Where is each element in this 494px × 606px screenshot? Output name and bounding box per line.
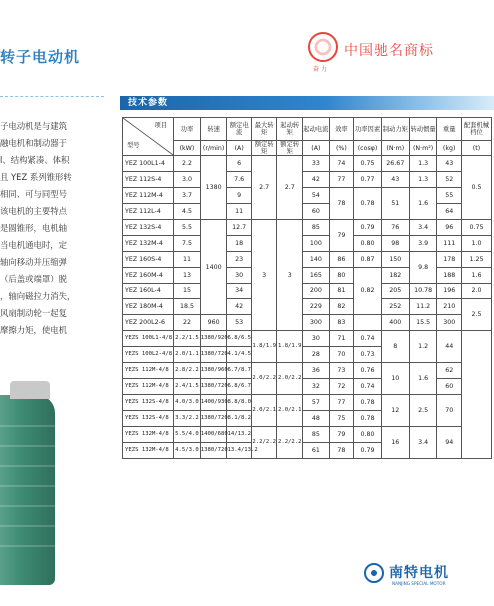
cell-inertia: 1.3: [409, 156, 437, 172]
cell-brake-torque: 51: [381, 187, 409, 219]
cell-start-current: 200: [303, 283, 330, 299]
table-row: [123, 363, 492, 379]
cell-current: 6.7/8.7: [227, 363, 251, 379]
header-speed: 转速: [200, 118, 227, 141]
cell-current: 13.4/13.2: [227, 442, 251, 458]
cell-speed: 1380/720: [200, 442, 227, 458]
cell-current: 8.1/8.2: [227, 411, 251, 427]
cell-current: 42: [227, 299, 251, 315]
cell-efficiency: 70: [329, 347, 353, 363]
table-row: [123, 251, 492, 267]
cell-current: 6.8/6.5: [227, 331, 251, 347]
brand-award-logo-icon: [308, 32, 338, 62]
cell-efficiency: 74: [329, 156, 353, 172]
unit-current: (A): [227, 141, 251, 156]
cell-gear: [461, 331, 491, 459]
cell-weight: 55: [437, 187, 461, 203]
cell-start-current: 36: [303, 363, 330, 379]
unit-start-current: (A): [303, 141, 330, 156]
unit-gear: (t): [461, 141, 491, 156]
cell-current: 12.7: [227, 219, 251, 235]
unit-power: (kW): [174, 141, 201, 156]
cell-speed: 1380: [200, 156, 227, 220]
table-row: [123, 395, 492, 411]
intro-paragraph: [0, 118, 112, 339]
intro-line: 该电机的主要特点: [0, 206, 67, 216]
cell-start-torque: 2.0/2.2: [277, 363, 303, 395]
cell-inertia: 2.5: [409, 395, 437, 427]
cell-model: YEZ 112L-4: [123, 203, 174, 219]
title-divider: [0, 96, 104, 97]
header-model-label: 型号: [127, 142, 140, 149]
cell-start-current: 140: [303, 251, 330, 267]
cell-power-factor: 0.82: [354, 267, 382, 315]
cell-brake-torque: 98: [381, 235, 409, 251]
cell-speed: 1400: [200, 219, 227, 315]
intro-line: 相同、可与同型号: [0, 189, 67, 199]
cell-brake-torque: 182: [381, 267, 409, 283]
cell-gear: 2.5: [461, 299, 491, 331]
cell-start-current: 229: [303, 299, 330, 315]
cell-speed: 1380/720: [200, 411, 227, 427]
cell-efficiency: 80: [329, 267, 353, 283]
cell-efficiency: 83: [329, 315, 353, 331]
cell-efficiency: 79: [329, 219, 353, 251]
motor-fin: [0, 485, 55, 487]
cell-brake-torque: 400: [381, 315, 409, 331]
cell-power: 4.0/3.0: [174, 395, 201, 411]
cell-efficiency: 77: [329, 395, 353, 411]
cell-model: YEZS 132S-4/8: [123, 411, 174, 427]
table-row: [123, 331, 492, 347]
page-title: 转子电动机: [0, 48, 81, 66]
table-row: [123, 156, 492, 172]
cell-power: 4.5/3.0: [174, 442, 201, 458]
cell-max-torque: 3: [251, 219, 277, 331]
cell-inertia: 3.4: [409, 426, 437, 458]
intro-line: l、结构紧凑、体积: [0, 155, 70, 165]
motor-fin: [0, 505, 55, 507]
footer-brand: 南特电机: [389, 565, 449, 581]
cell-model: YEZS 100L1-4/8: [123, 331, 174, 347]
cell-model: YEZS 132M-4/8: [123, 442, 174, 458]
cell-current: 23: [227, 251, 251, 267]
intro-line: 摩擦力矩，使电机: [0, 325, 67, 335]
cell-model: YEZ 112S-4: [123, 171, 174, 187]
cell-current: 4.1/4.5: [227, 347, 251, 363]
cell-inertia: 11.2: [409, 299, 437, 315]
cell-inertia: 1.6: [409, 363, 437, 395]
intro-line: 风扇制动轮一起复: [0, 308, 67, 318]
cell-model: YEZ 160S-4: [123, 251, 174, 267]
cell-power: 5.5: [174, 219, 201, 235]
cell-power: 3.0: [174, 171, 201, 187]
cell-efficiency: 81: [329, 283, 353, 299]
cell-brake-torque: 8: [381, 331, 409, 363]
cell-start-current: 61: [303, 442, 330, 458]
cell-model: YEZ 112M-4: [123, 187, 174, 203]
cell-brake-torque: 43: [381, 171, 409, 187]
header-gear: 配套机械档位: [461, 118, 491, 141]
cell-current: 6: [227, 156, 251, 172]
cell-gear: 1.25: [461, 251, 491, 267]
cell-current: 30: [227, 267, 251, 283]
cell-inertia: 1.6: [409, 187, 437, 219]
cell-model: YEZ 180M-4: [123, 299, 174, 315]
cell-efficiency: 75: [329, 411, 353, 427]
cell-speed: 1380/920: [200, 331, 227, 347]
unit-brake-torque: (N·m): [381, 141, 409, 156]
cell-start-current: 60: [303, 203, 330, 219]
cell-power-factor: 0.76: [354, 363, 382, 379]
cell-start-torque: 2.0/2.1: [277, 395, 303, 427]
cell-current: 8.8/8.0: [227, 395, 251, 411]
brand-award-logo-caption: 奋 力: [313, 66, 327, 73]
cell-brake-torque: 205: [381, 283, 409, 299]
cell-current: 34: [227, 283, 251, 299]
cell-start-torque: 3: [277, 219, 303, 331]
motor-fin: [0, 525, 55, 527]
cell-inertia: 3.4: [409, 219, 437, 235]
header-item-label: 项目: [154, 122, 168, 129]
header-diagonal-cell: [123, 118, 174, 156]
cell-max-torque: 2.0/2.2: [251, 363, 277, 395]
table-row: [123, 235, 492, 251]
cell-current: 11: [227, 203, 251, 219]
cell-max-torque: 2.0/2.1: [251, 395, 277, 427]
cell-start-torque: 2.2/2.2: [277, 426, 303, 458]
cell-efficiency: 78: [329, 442, 353, 458]
cell-model: YEZ 160L-4: [123, 283, 174, 299]
unit-weight: (kg): [437, 141, 461, 156]
cell-power: 5.5/4.0: [174, 426, 201, 442]
unit-efficiency: (%): [329, 141, 353, 156]
table-row: [123, 203, 492, 219]
cell-weight: 44: [437, 331, 461, 363]
cell-model: YEZ 160M-4: [123, 267, 174, 283]
cell-power-factor: 0.74: [354, 379, 382, 395]
cell-power: 18.5: [174, 299, 201, 315]
intro-line: 融电机和制动器于: [0, 138, 67, 148]
cell-power-factor: 0.73: [354, 347, 382, 363]
cell-efficiency: 86: [329, 251, 353, 267]
cell-max-torque: 2.7: [251, 156, 277, 220]
table-row: [123, 379, 492, 395]
cell-start-torque: 2.7: [277, 156, 303, 220]
cell-current: 7.6: [227, 171, 251, 187]
cell-power-factor: 0.79: [354, 219, 382, 235]
header-efficiency: 效率: [329, 118, 353, 141]
cell-brake-torque: 150: [381, 251, 409, 267]
intro-line: ，轴向磁拉力消失，: [0, 291, 76, 301]
cell-max-torque: 2.2/2.2: [251, 426, 277, 458]
intro-line: 且 YEZ 系列锥形转: [0, 172, 72, 182]
cell-current: 6.8/6.7: [227, 379, 251, 395]
section-header: [120, 96, 494, 110]
cell-gear: 0.5: [461, 156, 491, 220]
cell-brake-torque: 10: [381, 363, 409, 395]
table-row: [123, 187, 492, 203]
cell-gear: 1.6: [461, 267, 491, 283]
cell-power: 11: [174, 251, 201, 267]
cell-speed: 1380/960: [200, 363, 227, 379]
cell-power: 3.3/2.2: [174, 411, 201, 427]
header-inertia: 转动惯量: [409, 118, 437, 141]
cell-brake-torque: 26.67: [381, 156, 409, 172]
cell-model: YEZS 132S-4/8: [123, 395, 174, 411]
table-row: [123, 426, 492, 442]
cell-start-current: 30: [303, 331, 330, 347]
cell-power-factor: [354, 315, 382, 331]
unit-inertia: (N·m²): [409, 141, 437, 156]
cell-weight: 52: [437, 171, 461, 187]
cell-start-current: 33: [303, 156, 330, 172]
cell-start-current: 32: [303, 379, 330, 395]
table-row: [123, 283, 492, 299]
cell-power-factor: 0.78: [354, 395, 382, 411]
cell-inertia: 10.78: [409, 283, 437, 299]
cell-weight: 62: [437, 363, 461, 379]
cell-weight: 96: [437, 219, 461, 235]
cell-start-current: 300: [303, 315, 330, 331]
cell-start-current: 54: [303, 187, 330, 203]
cell-weight: 210: [437, 299, 461, 315]
table-row: [123, 267, 492, 283]
cell-current: 14/13.2: [227, 426, 251, 442]
cell-weight: 43: [437, 156, 461, 172]
header-weight: 重量: [437, 118, 461, 141]
cell-model: YEZ 200L2-6: [123, 315, 174, 331]
cell-weight: 178: [437, 251, 461, 267]
cell-weight: 64: [437, 203, 461, 219]
cell-weight: 60: [437, 379, 461, 395]
header-max-torque: 最大转矩: [251, 118, 277, 141]
brand-award-text: 中国驰名商标: [344, 43, 434, 59]
cell-current: 18: [227, 235, 251, 251]
motor-photo: [0, 395, 55, 585]
cell-start-current: 100: [303, 235, 330, 251]
header-start-torque: 起动转矩: [277, 118, 303, 141]
cell-gear: 2.0: [461, 283, 491, 299]
motor-fin: [0, 425, 55, 427]
cell-weight: 111: [437, 235, 461, 251]
cell-power-factor: 0.78: [354, 411, 382, 427]
cell-inertia: 9.8: [409, 251, 437, 283]
cell-model: YEZS 100L2-4/8: [123, 347, 174, 363]
cell-power-factor: 0.78: [354, 187, 382, 219]
cell-efficiency: 72: [329, 379, 353, 395]
motor-fin: [0, 445, 55, 447]
cell-efficiency: 82: [329, 299, 353, 315]
cell-start-current: 85: [303, 426, 330, 442]
cell-model: YEZS 112M-4/8: [123, 363, 174, 379]
intro-line: 是圆锥形，电机轴: [0, 223, 67, 233]
cell-weight: 300: [437, 315, 461, 331]
cell-power: 13: [174, 267, 201, 283]
cell-gear: 0.75: [461, 219, 491, 235]
cell-model: YEZ 132M-4: [123, 235, 174, 251]
table-row: [123, 219, 492, 235]
sub-rated-torque: 额定转矩: [251, 141, 277, 156]
cell-weight: 188: [437, 267, 461, 283]
footer-logo-icon: [364, 563, 384, 583]
cell-power-factor: 0.79: [354, 442, 382, 458]
intro-line: 轴向移动并压缩弹: [0, 257, 67, 267]
cell-inertia: 1.3: [409, 171, 437, 187]
unit-power-factor: (cosφ): [354, 141, 382, 156]
cell-efficiency: 79: [329, 426, 353, 442]
cell-speed: 1380/720: [200, 379, 227, 395]
table-row: [123, 171, 492, 187]
cell-max-torque: 1.8/1.9: [251, 331, 277, 363]
cell-speed: 1400/680: [200, 426, 227, 442]
header-power-factor: 功率因素: [354, 118, 382, 141]
cell-brake-torque: 252: [381, 299, 409, 315]
cell-power: 2.8/2.2: [174, 363, 201, 379]
cell-start-torque: 1.8/1.9: [277, 331, 303, 363]
cell-start-current: 165: [303, 267, 330, 283]
cell-power: 7.5: [174, 235, 201, 251]
cell-speed: 1380/720: [200, 347, 227, 363]
cell-power: 15: [174, 283, 201, 299]
motor-fin: [0, 545, 55, 547]
cell-power-factor: 0.75: [354, 156, 382, 172]
cell-efficiency: 73: [329, 363, 353, 379]
cell-power-factor: 0.87: [354, 251, 382, 267]
unit-speed: (r/min): [200, 141, 227, 156]
cell-inertia: 3.9: [409, 235, 437, 251]
cell-brake-torque: 16: [381, 426, 409, 458]
cell-power-factor: 0.74: [354, 331, 382, 347]
cell-efficiency: 78: [329, 187, 353, 219]
intro-line: 当电机通电时，定: [0, 240, 67, 250]
cell-weight: 70: [437, 395, 461, 427]
table-row: [123, 299, 492, 315]
cell-power-factor: 0.80: [354, 426, 382, 442]
cell-power: 22: [174, 315, 201, 331]
cell-model: YEZS 132M-4/8: [123, 426, 174, 442]
cell-power: 2.4/1.5: [174, 379, 201, 395]
cell-weight: 196: [437, 283, 461, 299]
cell-speed: 960: [200, 315, 227, 331]
motor-terminal-box: [10, 381, 50, 399]
cell-speed: 1400/930: [200, 395, 227, 411]
cell-power-factor: 0.77: [354, 171, 382, 187]
cell-model: YEZ 100L1-4: [123, 156, 174, 172]
motor-fin: [0, 465, 55, 467]
spec-table: [122, 117, 492, 459]
cell-start-current: 48: [303, 411, 330, 427]
cell-inertia: 15.5: [409, 315, 437, 331]
cell-current: 53: [227, 315, 251, 331]
cell-power: 2.2/1.5: [174, 331, 201, 347]
header-brake-torque: 制动力矩: [381, 118, 409, 141]
cell-current: 9: [227, 187, 251, 203]
cell-start-current: 28: [303, 347, 330, 363]
cell-model: YEZ 132S-4: [123, 219, 174, 235]
cell-model: YEZS 112M-4/8: [123, 379, 174, 395]
cell-power: 4.5: [174, 203, 201, 219]
cell-power: 2.0/1.1: [174, 347, 201, 363]
cell-power: 2.2: [174, 156, 201, 172]
header-start-current: 起动电流: [303, 118, 330, 141]
section-title: 技术参数: [128, 98, 169, 108]
cell-start-current: 42: [303, 171, 330, 187]
cell-efficiency: 71: [329, 331, 353, 347]
header-power: 功率: [174, 118, 201, 141]
table-row: [123, 315, 492, 331]
intro-line: （后盖或端罩）脱: [0, 274, 67, 284]
cell-brake-torque: 76: [381, 219, 409, 235]
sub-rated-torque: 额定转矩: [277, 141, 303, 156]
cell-efficiency: 77: [329, 171, 353, 187]
cell-start-current: 57: [303, 395, 330, 411]
cell-power: 3.7: [174, 187, 201, 203]
cell-weight: 94: [437, 426, 461, 458]
footer-brand-subtitle: NANJING SPECIAL MOTOR: [392, 581, 446, 586]
cell-brake-torque: 12: [381, 395, 409, 427]
cell-gear: 1.0: [461, 235, 491, 251]
cell-start-current: 85: [303, 219, 330, 235]
cell-inertia: 1.2: [409, 331, 437, 363]
intro-line: 子电动机是与建筑: [0, 121, 67, 131]
cell-power-factor: 0.80: [354, 235, 382, 251]
header-rated-current: 额定电流: [227, 118, 251, 141]
